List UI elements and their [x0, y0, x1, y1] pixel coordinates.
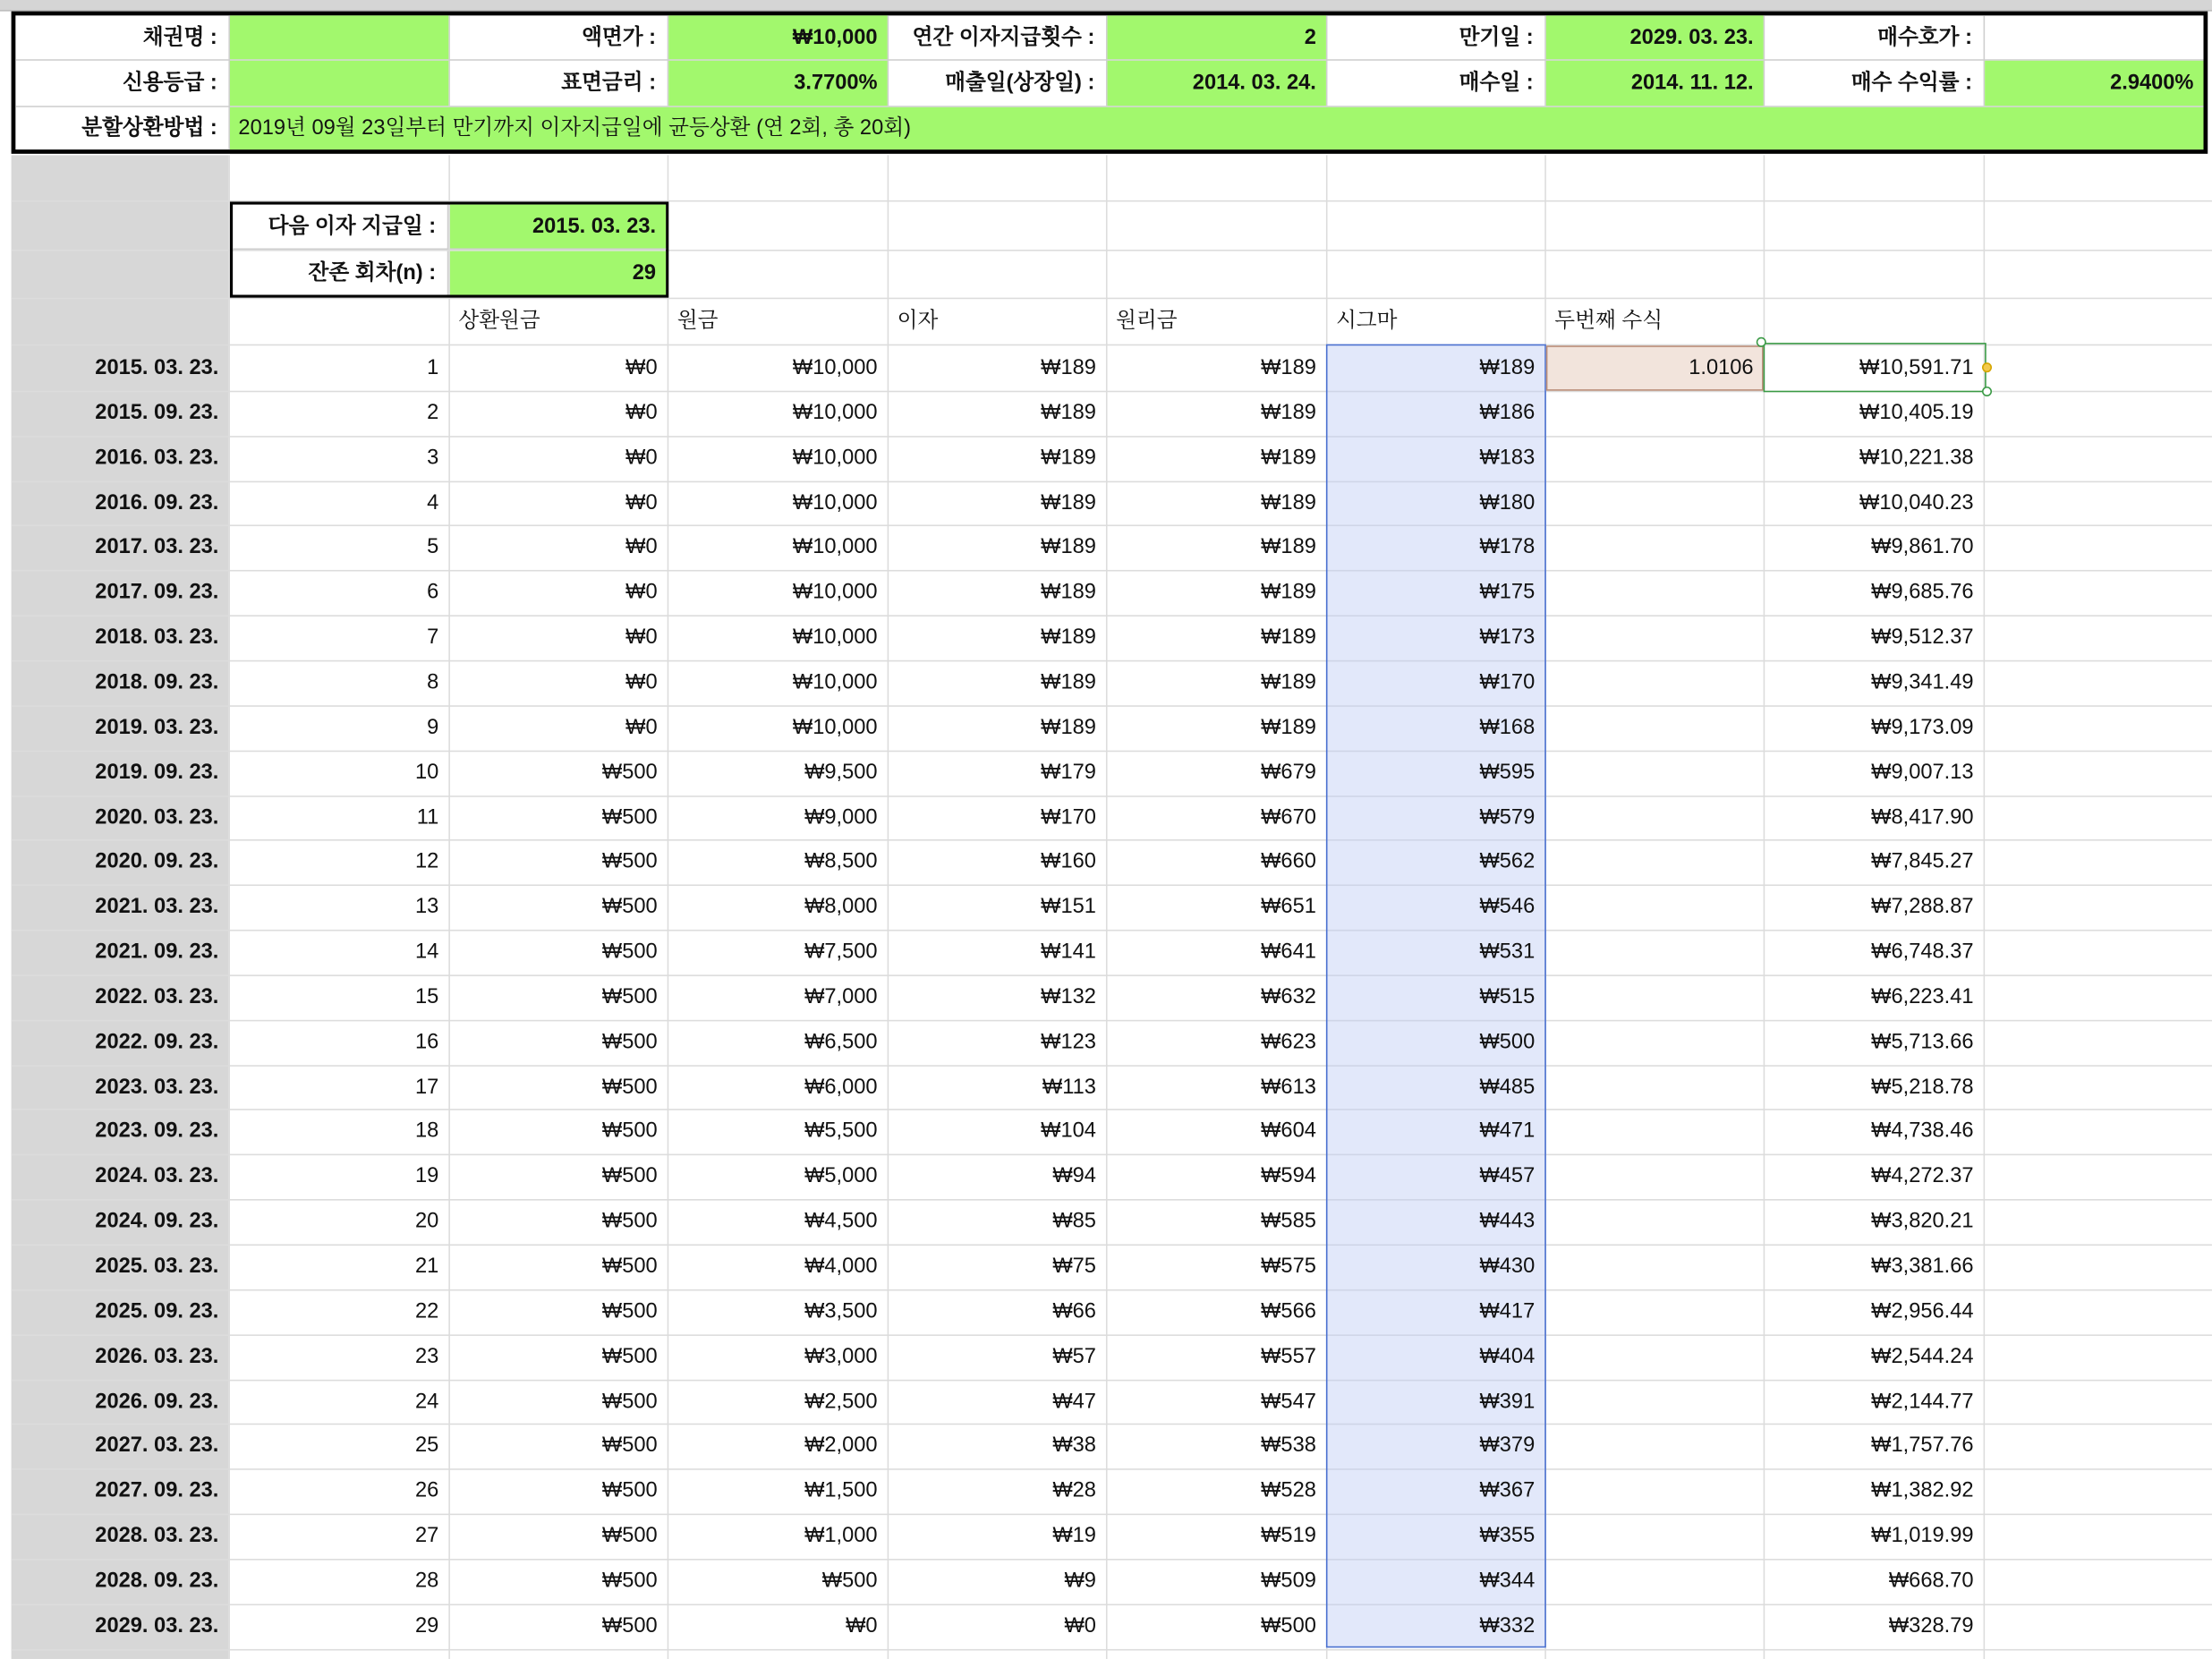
row-total[interactable]: ₩538 — [1261, 1434, 1316, 1459]
row-sigma[interactable]: ₩391 — [1479, 1389, 1536, 1413]
row-principal[interactable]: ₩8,500 — [804, 849, 878, 874]
coupon-label[interactable]: 표면금리 : — [561, 70, 657, 95]
row-present-value[interactable]: ₩9,512.37 — [1871, 625, 1974, 650]
row-principal[interactable]: ₩6,500 — [804, 1029, 878, 1054]
row-sigma[interactable]: ₩562 — [1479, 849, 1536, 874]
row-interest[interactable]: ₩28 — [1052, 1478, 1096, 1503]
row-repay[interactable]: ₩500 — [601, 1478, 658, 1503]
row-total[interactable]: ₩594 — [1261, 1164, 1316, 1188]
row-total[interactable]: ₩189 — [1261, 669, 1316, 694]
row-principal[interactable]: ₩5,500 — [804, 1119, 878, 1144]
row-sigma[interactable]: ₩500 — [1479, 1029, 1536, 1054]
row-repay[interactable]: ₩0 — [625, 535, 658, 559]
row-interest[interactable]: ₩170 — [1041, 804, 1096, 830]
row-date[interactable]: 2025. 09. 23. — [95, 1298, 219, 1323]
row-principal[interactable]: ₩4,000 — [804, 1254, 878, 1279]
row-sigma[interactable]: ₩355 — [1479, 1523, 1536, 1548]
row-total[interactable]: ₩575 — [1261, 1254, 1316, 1279]
row-index[interactable]: 16 — [414, 1029, 439, 1054]
row-sigma[interactable]: ₩443 — [1479, 1209, 1536, 1234]
row-interest[interactable]: ₩47 — [1052, 1389, 1096, 1413]
row-interest[interactable]: ₩85 — [1052, 1209, 1096, 1234]
row-present-value[interactable]: ₩1,757.76 — [1871, 1434, 1974, 1459]
row-total[interactable]: ₩557 — [1261, 1343, 1316, 1368]
col-header-principal[interactable]: 원금 — [676, 309, 719, 334]
remaining-count-cell[interactable]: 29 — [450, 251, 666, 295]
coupon-rate-cell[interactable]: 3.7700% — [668, 61, 887, 106]
row-interest[interactable]: ₩123 — [1041, 1029, 1096, 1054]
row-principal[interactable]: ₩2,500 — [804, 1389, 878, 1413]
row-repay[interactable]: ₩500 — [601, 1119, 658, 1144]
row-index[interactable]: 24 — [414, 1389, 439, 1413]
row-date[interactable]: 2026. 09. 23. — [95, 1389, 219, 1413]
row-principal[interactable]: ₩10,000 — [792, 669, 878, 694]
row-total[interactable]: ₩189 — [1261, 445, 1316, 470]
row-interest[interactable]: ₩189 — [1041, 355, 1096, 380]
row-index[interactable]: 5 — [427, 535, 439, 559]
row-repay[interactable]: ₩0 — [625, 580, 658, 605]
row-interest[interactable]: ₩141 — [1041, 940, 1096, 964]
row-index[interactable]: 29 — [414, 1613, 439, 1638]
row-principal[interactable]: ₩10,000 — [792, 714, 878, 739]
row-interest[interactable]: ₩189 — [1041, 714, 1096, 739]
row-sigma[interactable]: ₩579 — [1479, 804, 1536, 830]
selection-handle-bottom-right[interactable] — [1982, 387, 1992, 396]
row-index[interactable]: 8 — [427, 669, 439, 694]
row-sigma[interactable]: ₩430 — [1479, 1254, 1536, 1279]
bond-name-label[interactable]: 채권명 : — [142, 25, 217, 50]
amortization-text-cell[interactable]: 2019년 09월 23일부터 만기까지 이자지급일에 균등상환 (연 2회, 총 20회) — [230, 107, 2204, 149]
row-date[interactable]: 2028. 03. 23. — [95, 1523, 219, 1548]
row-index[interactable]: 11 — [416, 804, 439, 830]
row-date[interactable]: 2020. 09. 23. — [95, 849, 219, 874]
row-total[interactable]: ₩613 — [1261, 1074, 1316, 1099]
row-index[interactable]: 15 — [414, 984, 439, 1009]
row-interest[interactable]: ₩189 — [1041, 535, 1096, 559]
row-present-value[interactable]: ₩2,956.44 — [1871, 1298, 1974, 1323]
row-date[interactable]: 2029. 03. 23. — [95, 1613, 219, 1638]
row-sigma[interactable]: ₩178 — [1479, 535, 1536, 559]
row-date[interactable]: 2023. 09. 23. — [95, 1119, 219, 1144]
row-total[interactable]: ₩604 — [1261, 1119, 1316, 1144]
row-repay[interactable]: ₩500 — [601, 894, 658, 919]
row-repay[interactable]: ₩500 — [601, 1298, 658, 1323]
row-date[interactable]: 2022. 03. 23. — [95, 984, 219, 1009]
bond-name-cell[interactable] — [230, 15, 448, 59]
face-value-label[interactable]: 액면가 : — [582, 25, 657, 50]
row-total[interactable]: ₩651 — [1261, 894, 1316, 919]
row-date[interactable]: 2019. 03. 23. — [95, 714, 219, 739]
row-interest[interactable]: ₩19 — [1052, 1523, 1096, 1548]
row-sigma[interactable]: ₩531 — [1479, 940, 1536, 964]
row-interest[interactable]: ₩189 — [1041, 400, 1096, 425]
row-index[interactable]: 28 — [414, 1568, 439, 1593]
row-repay[interactable]: ₩0 — [625, 669, 658, 694]
row-index[interactable]: 19 — [414, 1164, 439, 1188]
row-total[interactable]: ₩189 — [1261, 714, 1316, 739]
row-repay[interactable]: ₩0 — [625, 445, 658, 470]
maturity-label[interactable]: 만기일 : — [1459, 25, 1534, 50]
row-present-value[interactable]: ₩4,272.37 — [1871, 1164, 1974, 1188]
row-total[interactable]: ₩189 — [1261, 535, 1316, 559]
row-date[interactable]: 2025. 03. 23. — [95, 1254, 219, 1279]
row-principal[interactable]: ₩9,500 — [804, 760, 878, 784]
row-present-value[interactable]: ₩10,405.19 — [1859, 400, 1974, 425]
issue-date-label[interactable]: 매출일(상장일) : — [945, 70, 1095, 95]
row-index[interactable]: 3 — [427, 445, 439, 470]
row-sigma[interactable]: ₩457 — [1479, 1164, 1536, 1188]
row-total[interactable]: ₩641 — [1261, 940, 1316, 964]
active-cell-outline — [1764, 343, 1987, 392]
row-principal[interactable]: ₩8,000 — [804, 894, 878, 919]
row-date[interactable]: 2024. 03. 23. — [95, 1164, 219, 1188]
row-sigma[interactable]: ₩367 — [1479, 1478, 1536, 1503]
row-repay[interactable]: ₩500 — [601, 1523, 658, 1548]
row-interest[interactable]: ₩189 — [1041, 489, 1096, 515]
row-total[interactable]: ₩632 — [1261, 984, 1316, 1009]
row-present-value[interactable]: ₩9,007.13 — [1871, 760, 1974, 784]
row-index[interactable]: 26 — [414, 1478, 439, 1503]
row-date[interactable]: 2016. 09. 23. — [95, 489, 219, 515]
bid-cell[interactable] — [1985, 15, 2203, 59]
row-present-value[interactable]: ₩2,544.24 — [1871, 1343, 1974, 1368]
col-header-total[interactable]: 원리금 — [1116, 309, 1178, 334]
row-index[interactable]: 27 — [414, 1523, 439, 1548]
row-date[interactable]: 2015. 09. 23. — [95, 400, 219, 425]
row-principal[interactable]: ₩10,000 — [792, 580, 878, 605]
row-interest[interactable]: ₩189 — [1041, 669, 1096, 694]
row-total[interactable]: ₩566 — [1261, 1298, 1316, 1323]
row-index[interactable]: 22 — [414, 1298, 439, 1323]
row-present-value[interactable]: ₩8,417.90 — [1871, 804, 1974, 830]
row-index[interactable]: 13 — [414, 894, 439, 919]
row-principal[interactable]: ₩4,500 — [804, 1209, 878, 1234]
row-total[interactable]: ₩189 — [1261, 489, 1316, 515]
row-date[interactable]: 2022. 09. 23. — [95, 1029, 219, 1054]
annual-payments-cell[interactable]: 2 — [1108, 15, 1326, 59]
row-repay[interactable]: ₩500 — [601, 1254, 658, 1279]
column-header-strip — [0, 0, 2212, 12]
row-date[interactable]: 2017. 09. 23. — [95, 580, 219, 605]
row-interest[interactable]: ₩113 — [1042, 1074, 1096, 1099]
row-date[interactable]: 2016. 03. 23. — [95, 445, 219, 470]
remaining-count-label[interactable]: 잔존 회차(n) : — [233, 251, 448, 295]
row-repay[interactable]: ₩500 — [601, 849, 658, 874]
row-principal[interactable]: ₩0 — [846, 1613, 878, 1638]
issue-date-cell[interactable]: 2014. 03. 24. — [1108, 61, 1326, 106]
row-interest[interactable]: ₩104 — [1041, 1119, 1096, 1144]
row-present-value[interactable]: ₩5,713.66 — [1871, 1029, 1974, 1054]
col-header-sigma[interactable]: 시그마 — [1335, 309, 1398, 334]
buy-date-cell[interactable]: 2014. 11. 12. — [1546, 61, 1764, 106]
row-total[interactable]: ₩679 — [1261, 760, 1316, 784]
row-repay[interactable]: ₩500 — [601, 1434, 658, 1459]
row-interest[interactable]: ₩189 — [1041, 625, 1096, 650]
row-repay[interactable]: ₩500 — [601, 1568, 658, 1593]
row-repay[interactable]: ₩500 — [601, 1343, 658, 1368]
row-present-value[interactable]: ₩1,019.99 — [1871, 1523, 1974, 1548]
row-repay[interactable]: ₩500 — [601, 1389, 658, 1413]
row-repay[interactable]: ₩0 — [625, 355, 658, 380]
row-date[interactable]: 2027. 03. 23. — [95, 1434, 219, 1459]
row-sigma[interactable]: ₩471 — [1479, 1119, 1536, 1144]
selection-handle-top-left[interactable] — [1757, 337, 1766, 347]
row-interest[interactable]: ₩189 — [1041, 445, 1096, 470]
row-present-value[interactable]: ₩9,861.70 — [1871, 535, 1974, 559]
row-present-value[interactable]: ₩6,748.37 — [1871, 940, 1974, 964]
row-date[interactable]: 2020. 03. 23. — [95, 804, 219, 830]
row-index[interactable]: 21 — [414, 1254, 439, 1279]
row-interest[interactable]: ₩160 — [1041, 849, 1096, 874]
yield-label[interactable]: 매수 수익률 : — [1850, 70, 1972, 95]
row-date[interactable]: 2017. 03. 23. — [95, 535, 219, 559]
row-principal[interactable]: ₩5,000 — [804, 1164, 878, 1188]
row-principal[interactable]: ₩500 — [821, 1568, 878, 1593]
row-present-value[interactable]: ₩3,820.21 — [1871, 1209, 1974, 1234]
row-principal[interactable]: ₩10,000 — [792, 445, 878, 470]
maturity-date-cell[interactable]: 2029. 03. 23. — [1546, 15, 1764, 59]
row-total[interactable]: ₩509 — [1261, 1568, 1316, 1593]
row-principal[interactable]: ₩10,000 — [792, 489, 878, 515]
row-sigma[interactable]: ₩344 — [1479, 1568, 1536, 1593]
row-index[interactable]: 12 — [414, 849, 439, 874]
row-repay[interactable]: ₩0 — [625, 400, 658, 425]
row-principal[interactable]: ₩7,500 — [804, 940, 878, 964]
row-present-value[interactable]: ₩668.70 — [1888, 1568, 1974, 1593]
row-present-value[interactable]: ₩9,173.09 — [1871, 714, 1974, 739]
row-total[interactable]: ₩519 — [1261, 1523, 1316, 1548]
row-total[interactable]: ₩670 — [1261, 804, 1316, 830]
row-index[interactable]: 23 — [414, 1343, 439, 1368]
row-index[interactable]: 1 — [427, 355, 439, 380]
row-present-value[interactable]: ₩5,218.78 — [1871, 1074, 1974, 1099]
row-index[interactable]: 7 — [427, 625, 439, 650]
row-principal[interactable]: ₩10,000 — [792, 535, 878, 559]
row-date[interactable]: 2021. 03. 23. — [95, 894, 219, 919]
row-present-value[interactable]: ₩9,685.76 — [1871, 580, 1974, 605]
row-index[interactable]: 14 — [414, 940, 439, 964]
row-sigma[interactable]: ₩168 — [1479, 714, 1536, 739]
row-present-value[interactable]: ₩6,223.41 — [1871, 984, 1974, 1009]
row-present-value[interactable]: ₩3,381.66 — [1871, 1254, 1974, 1279]
row-interest[interactable]: ₩75 — [1052, 1254, 1096, 1279]
row-sigma[interactable]: ₩595 — [1479, 760, 1536, 784]
row-interest[interactable]: ₩132 — [1041, 984, 1096, 1009]
row-sigma[interactable]: ₩485 — [1479, 1074, 1536, 1099]
col-header-repay[interactable]: 상환원금 — [458, 309, 540, 334]
row-date[interactable]: 2018. 03. 23. — [95, 625, 219, 650]
row-total[interactable]: ₩547 — [1261, 1389, 1316, 1413]
row-index[interactable]: 10 — [414, 760, 439, 784]
row-total[interactable]: ₩623 — [1261, 1029, 1316, 1054]
yield-cell[interactable]: 2.9400% — [1985, 61, 2203, 106]
row-repay[interactable]: ₩0 — [625, 714, 658, 739]
row-principal[interactable]: ₩10,000 — [792, 400, 878, 425]
row-sigma[interactable]: ₩379 — [1479, 1434, 1536, 1459]
row-sigma[interactable]: ₩417 — [1479, 1298, 1536, 1323]
row-repay[interactable]: ₩500 — [601, 984, 658, 1009]
row-interest[interactable]: ₩94 — [1052, 1164, 1096, 1188]
second-formula-cell[interactable]: 1.0106 — [1689, 355, 1754, 380]
next-payment-date-cell[interactable]: 2015. 03. 23. — [450, 205, 666, 250]
row-date[interactable]: 2028. 09. 23. — [95, 1568, 219, 1593]
row-repay[interactable]: ₩0 — [625, 489, 658, 515]
row-date[interactable]: 2018. 09. 23. — [95, 669, 219, 694]
row-date[interactable]: 2024. 09. 23. — [95, 1209, 219, 1234]
row-repay[interactable]: ₩500 — [601, 760, 658, 784]
row-interest[interactable]: ₩0 — [1064, 1613, 1096, 1638]
col-header-interest[interactable]: 이자 — [897, 309, 939, 334]
row-index[interactable]: 6 — [427, 580, 439, 605]
row-sigma[interactable]: ₩180 — [1479, 489, 1536, 515]
row-present-value[interactable]: ₩10,040.23 — [1859, 489, 1974, 515]
bid-label[interactable]: 매수호가 : — [1877, 25, 1972, 50]
row-interest[interactable]: ₩9 — [1064, 1568, 1096, 1593]
row-sigma[interactable]: ₩404 — [1479, 1343, 1536, 1368]
row-repay[interactable]: ₩500 — [601, 940, 658, 964]
row-present-value[interactable]: ₩328.79 — [1888, 1613, 1974, 1638]
row-sigma[interactable]: ₩186 — [1479, 400, 1536, 425]
row-principal[interactable]: ₩6,000 — [804, 1074, 878, 1099]
row-total[interactable]: ₩528 — [1261, 1478, 1316, 1503]
row-present-value[interactable]: ₩10,591.71 — [1859, 355, 1974, 380]
row-total[interactable]: ₩189 — [1261, 625, 1316, 650]
row-present-value[interactable]: ₩9,341.49 — [1871, 669, 1974, 694]
row-total[interactable]: ₩189 — [1261, 355, 1316, 380]
row-total[interactable]: ₩660 — [1261, 849, 1316, 874]
row-principal[interactable]: ₩3,000 — [804, 1343, 878, 1368]
row-date[interactable]: 2015. 03. 23. — [95, 355, 219, 380]
row-present-value[interactable]: ₩7,288.87 — [1871, 894, 1974, 919]
row-index[interactable]: 17 — [414, 1074, 439, 1099]
buy-date-label[interactable]: 매수일 : — [1459, 70, 1534, 95]
row-sigma[interactable]: ₩515 — [1479, 984, 1536, 1009]
row-principal[interactable]: ₩10,000 — [792, 355, 878, 380]
row-total[interactable]: ₩189 — [1261, 580, 1316, 605]
row-date[interactable]: 2019. 09. 23. — [95, 760, 219, 784]
annual-payments-label[interactable]: 연간 이자지급횟수 : — [912, 25, 1095, 50]
row-sigma[interactable]: ₩332 — [1479, 1613, 1536, 1638]
row-date[interactable]: 2021. 09. 23. — [95, 940, 219, 964]
row-principal[interactable]: ₩3,500 — [804, 1298, 878, 1323]
row-total[interactable]: ₩189 — [1261, 400, 1316, 425]
row-repay[interactable]: ₩500 — [601, 1613, 658, 1638]
row-sigma[interactable]: ₩546 — [1479, 894, 1536, 919]
row-repay[interactable]: ₩500 — [601, 804, 658, 830]
row-index[interactable]: 4 — [427, 489, 439, 515]
row-principal[interactable]: ₩9,000 — [804, 804, 878, 830]
row-principal[interactable]: ₩1,500 — [804, 1478, 878, 1503]
col-header-second-formula[interactable]: 두번째 수식 — [1554, 309, 1663, 334]
row-index[interactable]: 18 — [414, 1119, 439, 1144]
row-index[interactable]: 20 — [414, 1209, 439, 1234]
row-total[interactable]: ₩585 — [1261, 1209, 1316, 1234]
row-sigma[interactable]: ₩170 — [1479, 669, 1536, 694]
row-present-value[interactable]: ₩4,738.46 — [1871, 1119, 1974, 1144]
row-present-value[interactable]: ₩10,221.38 — [1859, 445, 1974, 470]
credit-label[interactable]: 신용등급 : — [122, 70, 217, 95]
row-sigma[interactable]: ₩173 — [1479, 625, 1536, 650]
fill-handle[interactable] — [1982, 362, 1992, 372]
row-principal[interactable]: ₩2,000 — [804, 1434, 878, 1459]
row-present-value[interactable]: ₩7,845.27 — [1871, 849, 1974, 874]
next-payment-label[interactable]: 다음 이자 지급일 : — [233, 205, 448, 250]
row-interest[interactable]: ₩38 — [1052, 1434, 1096, 1459]
credit-cell[interactable] — [230, 61, 448, 106]
row-interest[interactable]: ₩189 — [1041, 580, 1096, 605]
row-interest[interactable]: ₩66 — [1052, 1298, 1096, 1323]
row-index[interactable]: 2 — [427, 400, 439, 425]
row-principal[interactable]: ₩7,000 — [804, 984, 878, 1009]
row-sigma[interactable]: ₩175 — [1479, 580, 1536, 605]
row-index[interactable]: 25 — [414, 1434, 439, 1459]
row-index[interactable]: 9 — [427, 714, 439, 739]
face-value-cell[interactable]: ₩10,000 — [668, 15, 887, 59]
row-total[interactable]: ₩500 — [1261, 1613, 1316, 1638]
row-repay[interactable]: ₩500 — [601, 1074, 658, 1099]
row-date[interactable]: 2027. 09. 23. — [95, 1478, 219, 1503]
row-present-value[interactable]: ₩2,144.77 — [1871, 1389, 1974, 1413]
row-date[interactable]: 2023. 03. 23. — [95, 1074, 219, 1099]
row-repay[interactable]: ₩500 — [601, 1029, 658, 1054]
row-repay[interactable]: ₩500 — [601, 1209, 658, 1234]
row-principal[interactable]: ₩1,000 — [804, 1523, 878, 1548]
row-repay[interactable]: ₩0 — [625, 625, 658, 650]
row-repay[interactable]: ₩500 — [601, 1164, 658, 1188]
row-date[interactable]: 2026. 03. 23. — [95, 1343, 219, 1368]
row-present-value[interactable]: ₩1,382.92 — [1871, 1478, 1974, 1503]
row-sigma[interactable]: ₩189 — [1479, 355, 1536, 380]
row-principal[interactable]: ₩10,000 — [792, 625, 878, 650]
row-interest[interactable]: ₩179 — [1041, 760, 1096, 784]
row-interest[interactable]: ₩151 — [1041, 894, 1096, 919]
row-interest[interactable]: ₩57 — [1052, 1343, 1096, 1368]
row-sigma[interactable]: ₩183 — [1479, 445, 1536, 470]
amortization-label[interactable]: 분할상환방법 : — [81, 115, 217, 140]
